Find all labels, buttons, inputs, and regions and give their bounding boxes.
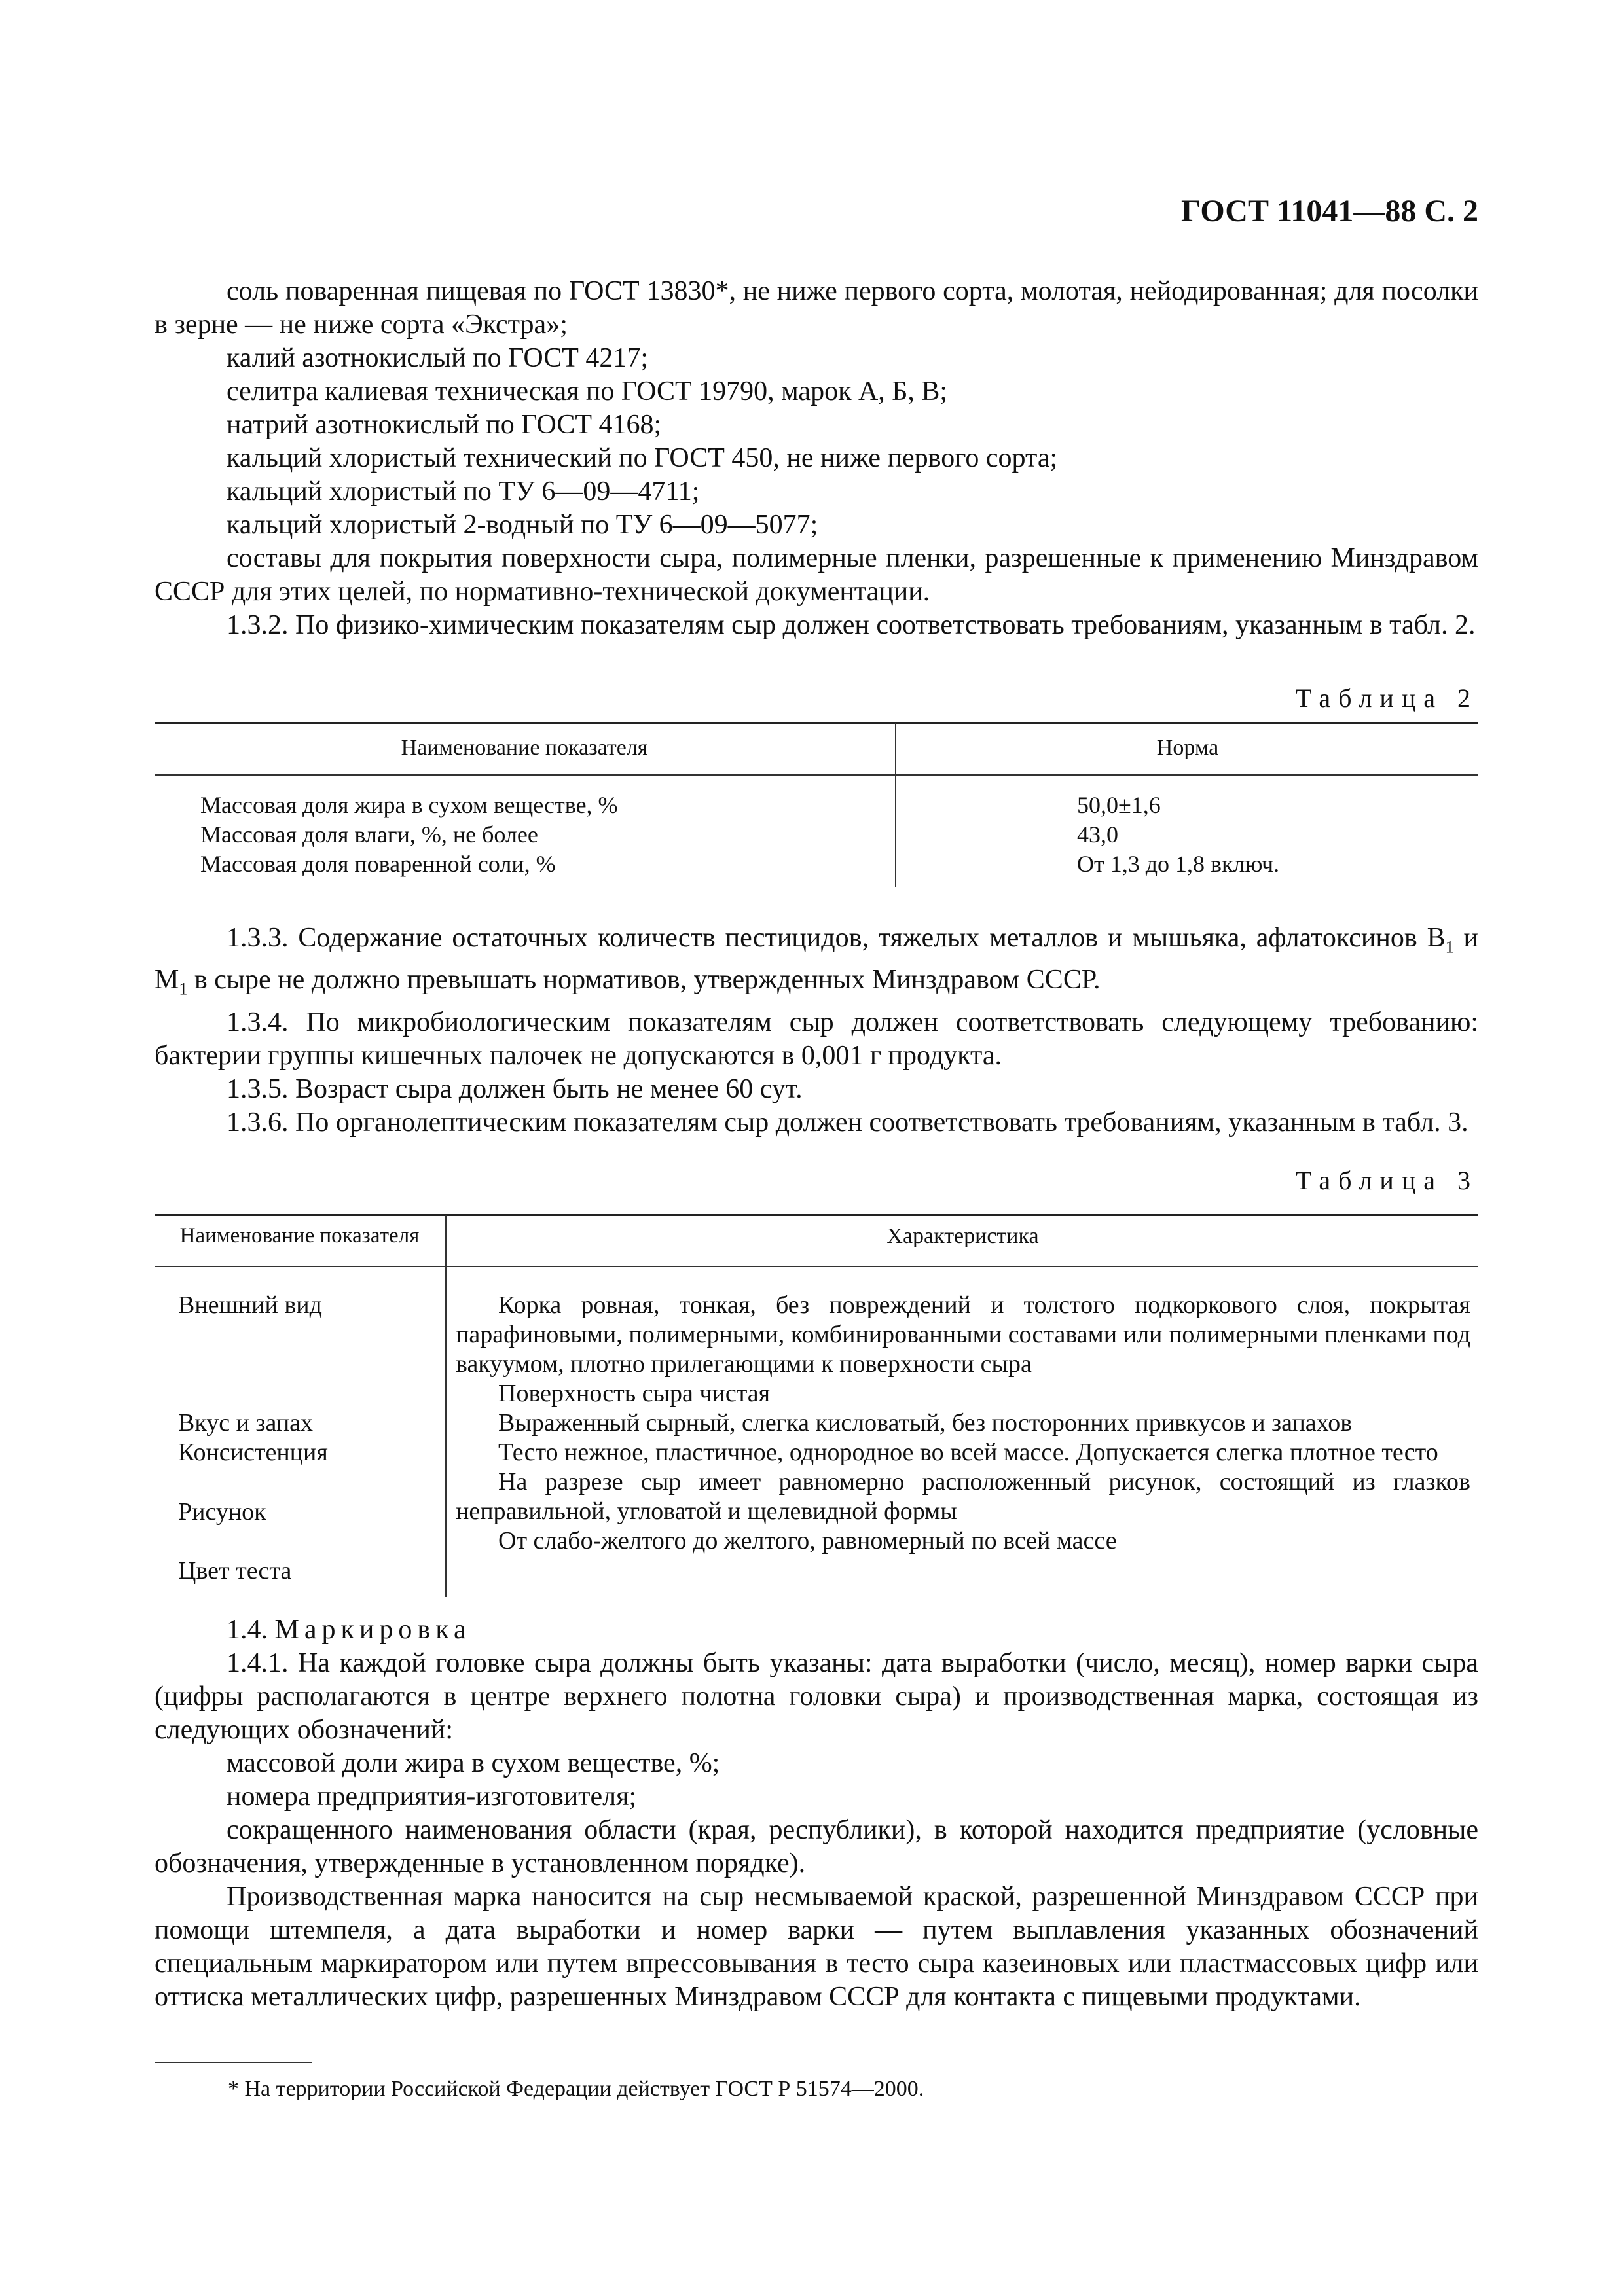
paragraph-1-3-6: 1.3.6. По органолептическим показателям сыр должен соответствовать требованиям, указанным в табл. 3. (227, 1107, 1468, 1138)
table2-caption: Таблица 2 (1295, 683, 1478, 713)
table3-header-rule (155, 1266, 1478, 1267)
table3-text: Выраженный сырный, слегка кисловатый, без посторонних привкусов и запахов (498, 1409, 1353, 1437)
table3-text: От слабо-желтого до желтого, равномерный по всей массе (498, 1527, 1117, 1554)
table2-cell: Массовая доля поваренной соли, % (200, 851, 556, 877)
marking-paragraph: 1.4.1. На каждой головке сыра должны быть указаны: дата выработки (число, месяц), номер варки сыра (цифры располагаются в центре верхнего полотна головки сыра) и производственная марка, состоящая из следующих обозначений: (155, 1648, 1478, 1745)
table2-cell: Массовая доля жира в сухом веществе, % (200, 792, 618, 818)
table2-cell: Массовая доля влаги, %, не более (200, 821, 538, 848)
table3-divider (445, 1215, 447, 1597)
intro-paragraph: 1.3.2. По физико-химическим показателям сыр должен соответствовать требованиям, указанным в табл. 2. (227, 610, 1476, 640)
intro-paragraph: кальций хлористый технический по ГОСТ 450, не ниже первого сорта; (227, 443, 1058, 473)
marking-paragraph: Производственная марка наносится на сыр несмываемой краской, разрешенной Минздравом СССР при помощи штемпеля, а дата выработки и номер варки — путем выплавления указанных обозначений специальным маркиратором или путем впрессовывания в тесто сыра казеиновых или пластмассовых цифр или оттиска металлических цифр, разрешенных Минздравом СССР для контакта с пищевыми продуктами. (155, 1882, 1478, 2012)
paragraph-1-3-3: 1.3.3. Содержание остаточных количеств пестицидов, тяжелых металлов и мышьяка, афлатоксинов $В_1$ и $М_1$ в сыре не должно превышать нормативов, утвержденных Минздравом СССР. (155, 923, 1478, 999)
table2-header-norm: Норма (1156, 736, 1219, 760)
intro-paragraph: составы для покрытия поверхности сыра, полимерные пленки, разрешенные к применению Минздравом СССР для этих целей, по нормативно-технической документации. (155, 543, 1478, 607)
table3-header-name: Наименование показателя (179, 1224, 420, 1247)
table3-text: Поверхность сыра чистая (498, 1380, 771, 1407)
paragraph-1-3-4: 1.3.4. По микробиологическим показателям сыр должен соответствовать следующему требованию: бактерии группы кишечных палочек не допускаются в 0,001 г продукта. (155, 1007, 1478, 1071)
table3-caption: Таблица 3 (1295, 1166, 1478, 1195)
table2-header-name: Наименование показателя (401, 736, 648, 760)
footnote: * На территории Российской Федерации действует ГОСТ Р 51574—2000. (228, 2077, 924, 2101)
table3-text: Корка ровная, тонкая, без повреждений и толстого подкоркового слоя, покрытая парафиновыми, полимерными, комбинированными составами или полимерными пленками под вакуумом, плотно прилегающими к поверхности сыра (456, 1291, 1470, 1378)
table3-label: Внешний вид (178, 1291, 322, 1319)
marking-paragraph: массовой доли жира в сухом веществе, %; (227, 1748, 720, 1778)
marking-block (155, 1613, 1478, 2014)
table2-top-rule (155, 722, 1478, 724)
paragraph-1-3-5: 1.3.5. Возраст сыра должен быть не менее 60 сут. (227, 1073, 803, 1104)
table3-text: Тесто нежное, пластичное, однородное во всей массе. Допускается слегка плотное тесто (498, 1439, 1438, 1466)
intro-paragraph: кальций хлористый 2-водный по ТУ 6—09—5077; (227, 510, 818, 540)
table2-cell: 50,0±1,6 (1077, 792, 1161, 818)
intro-paragraph: калий азотнокислый по ГОСТ 4217; (227, 343, 649, 373)
intro-block (155, 275, 1478, 642)
table3-label: Консистенция (178, 1439, 328, 1466)
middle-block (155, 922, 1478, 1139)
table2-divider (895, 723, 896, 887)
table2-cell: 43,0 (1077, 821, 1118, 848)
footnote-rule (155, 2062, 312, 2063)
table3-label: Вкус и запах (178, 1409, 314, 1437)
table3-label: Цвет теста (178, 1557, 292, 1585)
table3-label: Рисунок (178, 1498, 266, 1526)
intro-paragraph: натрий азотнокислый по ГОСТ 4168; (227, 410, 662, 440)
table2-header-rule (155, 774, 1478, 776)
table2-norm-column (1077, 791, 1470, 879)
intro-paragraph: соль поваренная пищевая по ГОСТ 13830*, не ниже первого сорта, молотая, нейодированная; для посолки в зерне — не ниже сорта «Экстра»; (155, 276, 1478, 340)
table2-cell: От 1,3 до 1,8 включ. (1077, 851, 1280, 877)
table3-characteristics (456, 1291, 1470, 1556)
table3-header-char: Характеристика (886, 1224, 1039, 1248)
table2-name-column (200, 791, 888, 879)
marking-paragraph: сокращенного наименования области (края, республики), в которой находится предприятие (условные обозначения, утвержденные в установленном порядке). (155, 1815, 1478, 1878)
intro-paragraph: кальций хлористый по ТУ 6—09—4711; (227, 476, 700, 507)
table3-text: На разрезе сыр имеет равномерно расположенный рисунок, состоящий из глазков неправильной, угловатой и щелевидной формы (456, 1468, 1470, 1525)
marking-paragraph: номера предприятия-изготовителя; (227, 1782, 637, 1812)
intro-paragraph: селитра калиевая техническая по ГОСТ 19790, марок А, Б, В; (227, 376, 948, 406)
marking-heading: 1.4. Маркировка (227, 1615, 471, 1645)
page-header: ГОСТ 11041—88 С. 2 (1181, 194, 1478, 228)
table3-top-rule (155, 1214, 1478, 1216)
